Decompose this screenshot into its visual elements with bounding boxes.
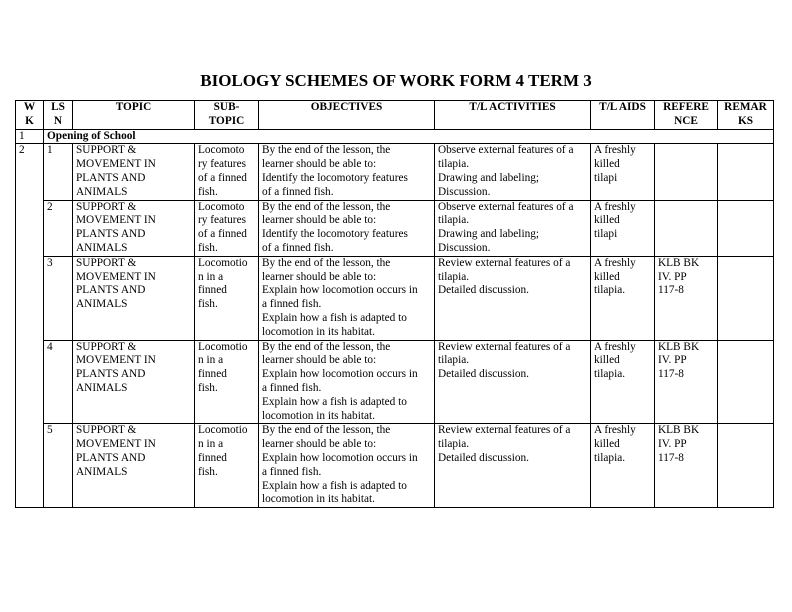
week-number: 1 bbox=[16, 129, 44, 144]
aids-cell: A freshly killed tilapia. bbox=[591, 424, 655, 508]
topic-cell: SUPPORT & MOVEMENT IN PLANTS AND ANIMALS bbox=[73, 144, 195, 200]
topic-cell: SUPPORT & MOVEMENT IN PLANTS AND ANIMALS bbox=[73, 200, 195, 256]
header-week: W K bbox=[16, 101, 44, 130]
topic-cell: SUPPORT & MOVEMENT IN PLANTS AND ANIMALS bbox=[73, 256, 195, 340]
activities-cell: Review external features of a tilapia. Detailed discussion. bbox=[435, 424, 591, 508]
activities-cell: Review external features of a tilapia. Detailed discussion. bbox=[435, 256, 591, 340]
header-row bbox=[16, 101, 774, 130]
opening-row bbox=[16, 129, 774, 144]
header-topic: TOPIC bbox=[73, 101, 195, 130]
aids-cell: A freshly killed tilapia. bbox=[591, 340, 655, 424]
aids-cell: A freshly killed tilapi bbox=[591, 144, 655, 200]
lesson-row bbox=[16, 340, 774, 424]
lesson-row bbox=[16, 256, 774, 340]
remarks-cell bbox=[718, 424, 774, 508]
lesson-number: 2 bbox=[44, 200, 73, 256]
lesson-row bbox=[16, 200, 774, 256]
reference-cell: KLB BK IV. PP 117-8 bbox=[655, 256, 718, 340]
header-activities: T/L ACTIVITIES bbox=[435, 101, 591, 130]
header-aids: T/L AIDS bbox=[591, 101, 655, 130]
header-reference: REFERE NCE bbox=[655, 101, 718, 130]
remarks-cell bbox=[718, 144, 774, 200]
activities-cell: Observe external features of a tilapia. Drawing and labeling; Discussion. bbox=[435, 200, 591, 256]
topic-cell: SUPPORT & MOVEMENT IN PLANTS AND ANIMALS bbox=[73, 340, 195, 424]
opening-text: Opening of School bbox=[44, 129, 774, 144]
document-title: BIOLOGY SCHEMES OF WORK FORM 4 TERM 3 bbox=[200, 71, 592, 90]
activities-cell: Review external features of a tilapia. Detailed discussion. bbox=[435, 340, 591, 424]
lesson-number: 3 bbox=[44, 256, 73, 340]
aids-cell: A freshly killed tilapi bbox=[591, 200, 655, 256]
objectives-cell: By the end of the lesson, the learner should be able to: Explain how locomotion occurs in a finned fish. Explain how a fish is adapted to locomotion in its habitat. bbox=[259, 256, 435, 340]
lesson-number: 5 bbox=[44, 424, 73, 508]
reference-cell: KLB BK IV. PP 117-8 bbox=[655, 340, 718, 424]
objectives-cell: By the end of the lesson, the learner should be able to: Explain how locomotion occurs in a finned fish. Explain how a fish is adapted to locomotion in its habitat. bbox=[259, 424, 435, 508]
subtopic-cell: Locomoto ry features of a finned fish. bbox=[195, 144, 259, 200]
header-subtopic: SUB- TOPIC bbox=[195, 101, 259, 130]
lesson-row bbox=[16, 144, 774, 200]
reference-cell bbox=[655, 144, 718, 200]
reference-cell bbox=[655, 200, 718, 256]
header-objectives: OBJECTIVES bbox=[259, 101, 435, 130]
activities-cell: Observe external features of a tilapia. Drawing and labeling; Discussion. bbox=[435, 144, 591, 200]
week-number: 2 bbox=[16, 144, 44, 508]
subtopic-cell: Locomotio n in a finned fish. bbox=[195, 340, 259, 424]
header-remarks: REMAR KS bbox=[718, 101, 774, 130]
remarks-cell bbox=[718, 340, 774, 424]
reference-cell: KLB BK IV. PP 117-8 bbox=[655, 424, 718, 508]
header-lesson: LS N bbox=[44, 101, 73, 130]
lesson-number: 4 bbox=[44, 340, 73, 424]
objectives-cell: By the end of the lesson, the learner should be able to: Explain how locomotion occurs in a finned fish. Explain how a fish is adapted to locomotion in its habitat. bbox=[259, 340, 435, 424]
subtopic-cell: Locomotio n in a finned fish. bbox=[195, 256, 259, 340]
subtopic-cell: Locomotio n in a finned fish. bbox=[195, 424, 259, 508]
lesson-number: 1 bbox=[44, 144, 73, 200]
scheme-table bbox=[15, 100, 774, 508]
objectives-cell: By the end of the lesson, the learner should be able to: Identify the locomotory features of a finned fish. bbox=[259, 200, 435, 256]
topic-cell: SUPPORT & MOVEMENT IN PLANTS AND ANIMALS bbox=[73, 424, 195, 508]
remarks-cell bbox=[718, 256, 774, 340]
lesson-row bbox=[16, 424, 774, 508]
subtopic-cell: Locomoto ry features of a finned fish. bbox=[195, 200, 259, 256]
aids-cell: A freshly killed tilapia. bbox=[591, 256, 655, 340]
objectives-cell: By the end of the lesson, the learner should be able to: Identify the locomotory features of a finned fish. bbox=[259, 144, 435, 200]
remarks-cell bbox=[718, 200, 774, 256]
